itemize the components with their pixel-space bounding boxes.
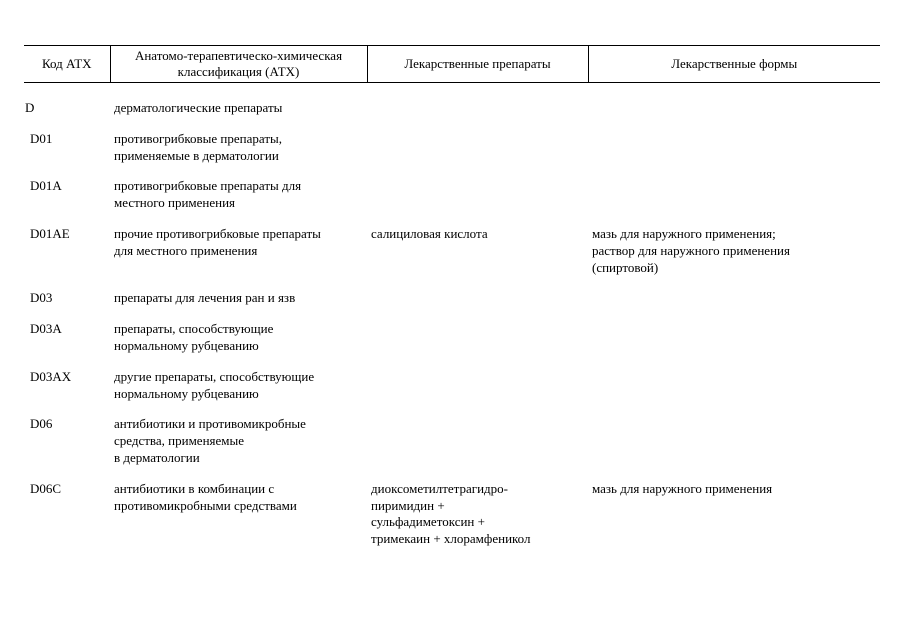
table-row [24, 178, 880, 226]
cell-forms [588, 369, 880, 417]
medications-line: тримекаин + хлорамфеникол [371, 531, 531, 547]
classification-line: противогрибковые препараты для [114, 178, 302, 194]
cell-medications [367, 416, 588, 480]
cell-code: D01 [30, 130, 53, 146]
header-code: Код АТХ [24, 46, 110, 83]
cell-medications [367, 178, 588, 226]
cell-classification [110, 131, 367, 179]
classification-line: для местного применения [114, 242, 258, 258]
cell-code: D03 [30, 290, 53, 306]
cell-code: D03AX [30, 368, 72, 384]
cell-forms [588, 226, 880, 290]
cell-classification [110, 226, 367, 290]
classification-line: нормальному рубцеванию [114, 337, 259, 353]
cell-code: D [25, 100, 35, 115]
forms-line: мазь для наружного применения; [592, 225, 776, 241]
medications-line: диоксометилтетрагидро- [371, 480, 509, 496]
classification-line: нормальному рубцеванию [114, 385, 259, 401]
forms-line: мазь для наружного применения [592, 480, 773, 496]
header-medications: Лекарственные препараты [367, 46, 588, 83]
cell-classification [110, 416, 367, 480]
cell-forms [588, 481, 880, 562]
cell-medications [367, 226, 588, 290]
classification-line: дерматологические препараты [114, 100, 283, 115]
header-classification-line: классификация (АТХ) [177, 64, 300, 79]
classification-line: препараты, способствующие [114, 321, 274, 337]
header-classification-line: Анатомо-терапевтическо-химическая [134, 48, 343, 63]
classification-line: антибиотики и противомикробные [114, 416, 306, 432]
medications-line: сульфадиметоксин + [371, 514, 485, 530]
table-row [24, 321, 880, 369]
medications-line: пиримидин + [371, 497, 445, 513]
forms-line: (спиртовой) [592, 259, 659, 275]
classification-line: другие препараты, способствующие [114, 368, 315, 384]
cell-medications [367, 131, 588, 179]
cell-classification [110, 369, 367, 417]
table-row [24, 369, 880, 417]
table-row [24, 83, 880, 131]
cell-forms [588, 178, 880, 226]
table-body [24, 83, 880, 562]
classification-line: местного применения [114, 195, 236, 211]
header-forms: Лекарственные формы [588, 46, 880, 83]
classification-line: препараты для лечения ран и язв [114, 290, 296, 306]
classification-line: противомикробными средствами [114, 497, 297, 513]
table-row [24, 226, 880, 290]
cell-code: D01AE [30, 225, 70, 241]
cell-classification [110, 290, 367, 321]
cell-forms [588, 290, 880, 321]
cell-forms [588, 131, 880, 179]
cell-forms [588, 83, 880, 131]
cell-code: D06 [30, 416, 53, 432]
cell-classification [110, 178, 367, 226]
classification-line: прочие противогрибковые препараты [114, 225, 321, 241]
table-row [24, 131, 880, 179]
forms-line: раствор для наружного применения [592, 242, 790, 258]
atx-classification-table [24, 45, 880, 562]
classification-line: применяемые в дерматологии [114, 147, 279, 163]
cell-medications [367, 83, 588, 131]
table-row [24, 416, 880, 480]
table-row [24, 481, 880, 562]
cell-forms [588, 416, 880, 480]
cell-code: D06C [30, 480, 62, 496]
cell-medications [367, 321, 588, 369]
cell-forms [588, 321, 880, 369]
cell-classification [110, 83, 367, 131]
table-row [24, 290, 880, 321]
classification-line: антибиотики в комбинации с [114, 480, 275, 496]
header-classification [110, 46, 367, 83]
classification-line: средства, применяемые [114, 433, 245, 449]
cell-code: D03A [30, 321, 62, 337]
cell-medications [367, 481, 588, 562]
cell-classification [110, 321, 367, 369]
classification-line: в дерматологии [114, 449, 200, 465]
cell-medications [367, 290, 588, 321]
cell-classification [110, 481, 367, 562]
medications-line: салициловая кислота [371, 225, 488, 241]
classification-line: противогрибковые препараты, [114, 130, 282, 146]
cell-medications [367, 369, 588, 417]
header-row [24, 46, 880, 83]
cell-code: D01A [30, 178, 62, 194]
table-header [24, 46, 880, 83]
